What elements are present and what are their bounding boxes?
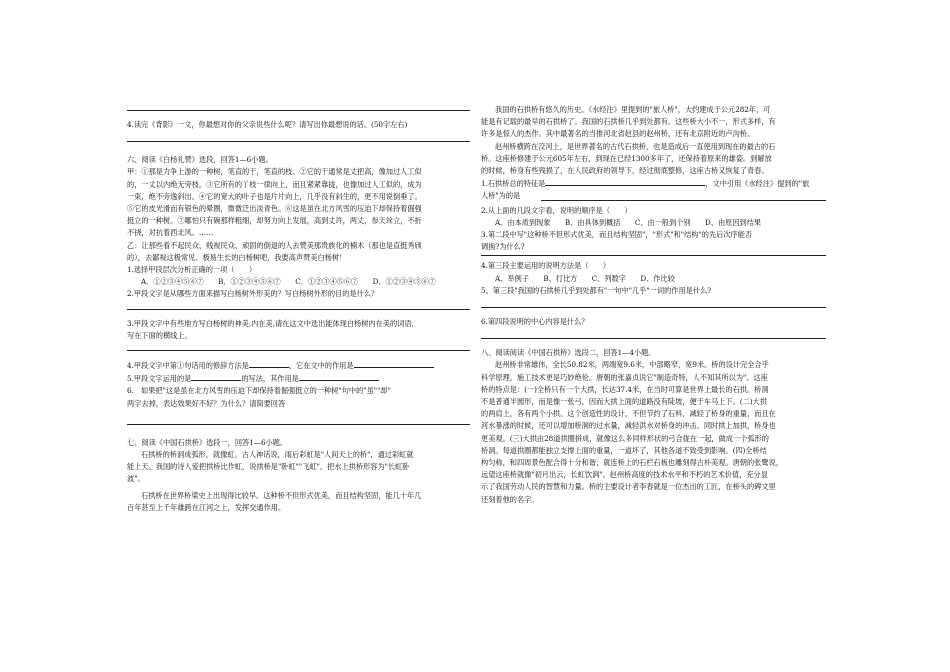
passage-line: 桥洞。每道拱圈都能独立支撑上面的重量，一道坏了，其他各道不致受到影响。(四)全桥结	[481, 445, 767, 455]
passage-line: 远望这座桥就像"初月出云，长虹饮涧"。赵州桥高度的技术水平和不朽的艺术价值，充分显	[481, 470, 768, 480]
question-text: 3.甲段文字中有些地方写白杨树的神美,内在美,请在这文中选出能体现白杨树内在美的词语,	[127, 318, 414, 328]
passage-line: 的两肩上，各有两个小拱。这个创造性的设计，不但节约了石料，减轻了桥身的重量，而且在	[481, 409, 776, 419]
q5-prefix: 5.甲段文字运用的是	[127, 374, 192, 384]
q5-middle: 的写法，其作用是	[241, 374, 299, 384]
right-column	[481, 104, 826, 506]
answer-blank[interactable]	[354, 359, 434, 368]
answer-line	[541, 200, 826, 201]
question-text: 3.第二段中写"这种桥不但形式优美，而且结构坚固"，"形式"和"结构"的先后次序能否	[481, 230, 753, 240]
passage-line: 示了我国劳动人民的智慧和力量。桥的主要设计者李春就是一位杰出的工匠，在桥头的碑文里	[481, 482, 776, 492]
passage-line: 的），去鄙视这极常见、极易生长的白杨树吧，我要高声赞美白杨树！	[127, 252, 347, 262]
passage-line: 波"。	[127, 474, 145, 484]
question-text: 6.第四段说明的中心内容是什么？	[481, 317, 589, 327]
passage-line: 赵州桥横跨在洨河上，是世界著名的古代石拱桥，也是造成后一直使用到现在的最古的石	[495, 141, 776, 151]
answer-options: A、举例子 B、打比方 C、列数字 D、作比较	[495, 273, 675, 283]
section-title: 六、阅读《白杨礼赞》选段，回答1—6小题。	[127, 155, 273, 165]
answer-line	[481, 255, 826, 256]
answer-line	[127, 424, 470, 425]
answer-line	[127, 350, 470, 351]
question-text	[127, 359, 470, 372]
passage-line: 赵州桥非常雄伟，全长50.82米，两端宽9.6米，中部略窄，宽9米。桥的设计完全合乎	[495, 360, 769, 370]
passage-line: 更美观。(三)大拱由28道拱圈拼成，就像这么多同样形状的弓合拢在一起，做成一个弧形的	[481, 433, 769, 443]
section-title: 七、阅读《中国石拱桥》选段一，回答1—6小题。	[127, 437, 288, 447]
question-text: 6. 如果把"这是虽在北方风雪的压迫下却保持着倔强挺立的一种树"句中的"虽""却"	[127, 386, 391, 396]
q4-middle: ，它在文中的作用是	[288, 361, 354, 371]
passage-line: 乙：让那些看不起民众、贱视民众、顽固的倒退的人去赞美那贵族化的楠木（那也是直挺秀颀	[127, 240, 422, 250]
passage-line: 能是有记载的最早的石拱桥了。我国的石拱桥几乎到处都有。这些桥大小不一，形式多样，有	[481, 117, 776, 127]
question-text: 4.第三段主要运用的说明方法是（ ）	[481, 261, 611, 271]
left-column	[127, 104, 470, 514]
question-text: 2.甲段文字是从哪些方面来描写白杨树外形美的？写白杨树外形的目的是什么？	[127, 289, 379, 299]
passage-line: ⑤它的皮光滑而有银色的晕圈，微微泛出淡青色。⑥这是虽在北方风雪的压迫下却保持着倔强	[127, 204, 422, 214]
passage-line: 科学原理，施工技术更是巧妙绝伦。唐朝的张嘉贞说它"制造奇特，人不知其所以为"。这座	[481, 372, 768, 382]
answer-line	[481, 338, 826, 339]
answer-line	[127, 309, 470, 310]
passage-line: 不是普通半圆形，而是像一张弓，因而大拱上面的道路没有陡坡，便于车马上下。(二)大拱	[481, 397, 767, 407]
answer-line	[127, 141, 470, 142]
passage-line: 石拱桥的桥洞成弧形，就像虹。古人神话说，雨后彩虹是"人间天上的桥"，通过彩虹就	[141, 450, 414, 460]
passage-line: 能上天。我国的诗人爱把拱桥比作虹，说拱桥是"卧虹""飞虹"，把水上拱桥形容为"长虹卧	[127, 462, 410, 472]
q1-prefix: 1.石拱桥总的特征是	[481, 179, 546, 189]
answer-blank[interactable]	[545, 177, 705, 186]
answer-line	[481, 307, 826, 308]
passage-line: 许多是惊人的杰作。其中最著名的当推河北省赵县的赵州桥，还有北京附近的卢沟桥。	[481, 129, 755, 139]
question-text	[481, 177, 826, 190]
q4-prefix: 4.甲段文字中第①句话用的修辞方法是	[127, 361, 249, 371]
answer-options: A、由本质到现象 B、由具体到概括 C、由一般到个别 D、由原因到结果	[495, 217, 762, 227]
question-text: 1.选择甲段层次分析正确的一项（ ）	[127, 265, 257, 275]
passage-line: 挺立的一种树。⑦哪怕只有碗那样粗细，却努力向上发展，高到丈许，两丈，参天耸立，不折	[127, 216, 422, 226]
passage-line: 河水暴涨的时候，还可以增加桥洞的过水量，减轻洪水对桥身的冲击。同时拱上加拱，桥身也	[481, 421, 776, 431]
passage-line: 百年甚至上千年雄跨在江河之上，发挥交通作用。	[127, 502, 286, 512]
question-text: 调换?为什么?	[481, 242, 525, 252]
q1-suffix: ，文中引用《水经注》提到的"旅	[705, 179, 810, 189]
question-text: 4.读完《背影》一文，你最想对你的父亲说些什么呢？请写出你最想说的话。(50字左右)	[127, 120, 408, 129]
passage-line: 还刻着他的名字。	[481, 494, 539, 504]
passage-line: 我国的石拱桥有悠久的历史。《水经注》里提到的"旅人桥"，大约建成于公元282年，可	[495, 105, 771, 114]
passage-line: 一束，绝不旁逸斜出。④它的宽大的叶子也是片片向上，几乎没有斜生的，更不用说倒垂了。	[127, 191, 422, 201]
passage-line: 石拱桥在世界桥梁史上出现得比较早。这种桥不但形式优美，而且结构坚固，能几十年几	[141, 490, 422, 500]
section-title: 八、阅读阅读《中国石拱桥》选段二，回答1—4小题。	[481, 348, 656, 358]
answer-blank[interactable]	[191, 372, 241, 381]
answer-blank[interactable]	[249, 359, 289, 368]
passage-line: 甲：①那是力争上游的一种树，笔直的干，笔直的枝。②它的干通常是丈把高，像加过人工似	[127, 167, 422, 177]
question-text	[127, 372, 470, 385]
passage-line: 构匀称，和四周景色配合得十分和谐；就连桥上的石栏石板也雕刻得古朴美观。唐朝的张鹭说，	[481, 458, 783, 468]
passage-line: 桥。这座桥修建于公元605年左右，到现在已经1300多年了，还保持着原来的雄姿。到解放	[481, 153, 772, 163]
passage-line: 不挠，对抗着西北风。……	[127, 228, 214, 238]
question-text: 2.从上面的几段文字看，说明的顺序是（ ）	[481, 205, 632, 215]
question-text: 写在下面的横线上。	[127, 330, 192, 340]
passage-line: 桥的特点是：(一)全桥只有一个大拱，长达37.4米，在当时可算是世界上最长的石拱。桥洞	[481, 384, 769, 394]
answer-line	[127, 110, 470, 111]
passage-line: 的，一丈以内绝无旁枝。③它所有的丫枝一律向上，而且紧紧靠拢，也像加过人工似的，成为	[127, 179, 422, 189]
answer-blank[interactable]	[299, 372, 379, 381]
passage-line: 的时候，桥身有些残损了，在人民政府的领导下，经过彻底整修，这座古桥又恢复了青春。	[481, 166, 769, 176]
question-text: 5、第三段"我国的石拱桥几乎到处都有"一句中"几乎"一词的作用是什么?	[481, 285, 712, 295]
answer-options: A．①②③④⑤⑥⑦ B．①②③④⑤⑥⑦ C．①②③④⑤⑥⑦ D．①②③④⑤⑥⑦	[141, 277, 436, 287]
question-text: 两字去掉，表达效果好不好？为什么？请简要回答	[127, 398, 286, 408]
question-text: 人桥"为的是	[481, 191, 521, 201]
